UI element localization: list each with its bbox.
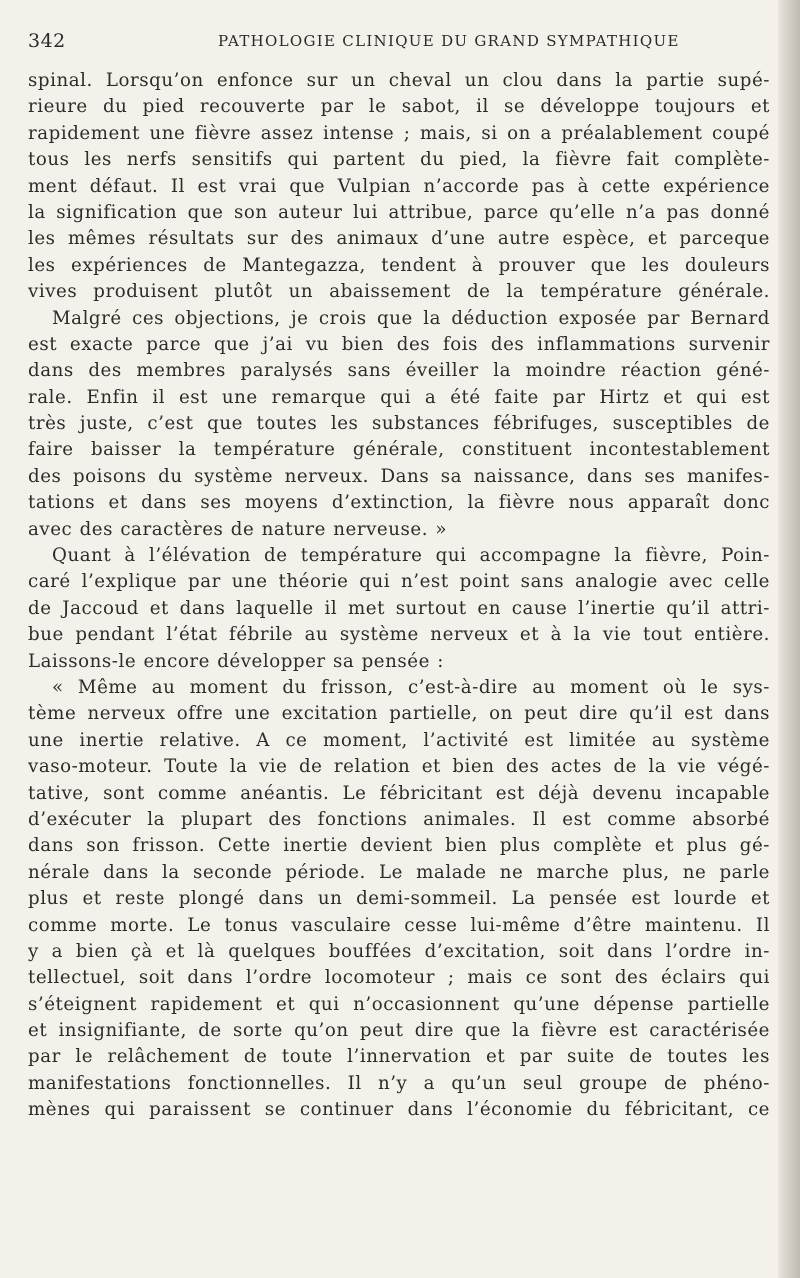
text-line: Malgré ces objections, je crois que la déduction exposée par Bernard	[52, 307, 770, 329]
text-line: spinal. Lorsqu’on enfonce sur un cheval un clou dans la partie supé-	[28, 70, 770, 91]
text-line: rieure du pied recouverte par le sabot, il se développe toujours et	[28, 96, 770, 118]
text-line: mènes qui paraissent se continuer dans l’économie du fébricitant, ce	[28, 1099, 770, 1121]
text-line: une inertie relative. A ce moment, l’activité est limitée au système	[28, 729, 770, 751]
text-line: dans des membres paralysés sans éveiller la moindre réaction géné-	[28, 360, 770, 382]
text-line: bue pendant l’état fébrile au système nerveux et à la vie tout entière.	[28, 624, 770, 646]
text-line: la signification que son auteur lui attribue, parce qu’elle n’a pas donné	[28, 201, 770, 223]
text-line: très juste, c’est que toutes les substances fébrifuges, susceptibles de	[28, 413, 770, 435]
page-header	[28, 20, 768, 60]
text-line: tations et dans ses moyens d’extinction, la fièvre nous apparaît donc	[28, 492, 770, 514]
text-line: est exacte parce que j’ai vu bien des fois des inflammations survenir	[28, 333, 770, 355]
text-line: et insignifiante, de sorte qu’on peut dire que la fièvre est caractérisée	[28, 1020, 770, 1042]
text-line: tous les nerfs sensitifs qui partent du pied, la fièvre fait complète-	[28, 149, 770, 171]
text-line: des poisons du système nerveux. Dans sa naissance, dans ses manifes-	[28, 465, 770, 487]
text-line: de Jaccoud et dans laquelle il met surtout en cause l’inertie qu’il attri-	[28, 597, 770, 619]
text-line: s’éteignent rapidement et qui n’occasionnent qu’une dépense partielle	[28, 993, 770, 1015]
text-line: rapidement une fièvre assez intense ; mais, si on a préalablement coupé	[28, 122, 770, 144]
text-line: y a bien çà et là quelques bouffées d’excitation, soit dans l’ordre in-	[28, 940, 770, 962]
text-line: Quant à l’élévation de température qui accompagne la fièvre, Poin-	[52, 545, 770, 567]
text-line: faire baisser la température générale, constituent incontestablement	[28, 439, 770, 461]
text-line: tellectuel, soit dans l’ordre locomoteur ; mais ce sont des éclairs qui	[28, 967, 770, 989]
page-number: 342	[28, 30, 66, 52]
text-line: comme morte. Le tonus vasculaire cesse lui-même d’être maintenu. Il	[28, 914, 770, 936]
text-line: « Même au moment du frisson, c’est-à-dire au moment où le sys-	[52, 676, 770, 698]
running-head: PATHOLOGIE CLINIQUE DU GRAND SYMPATHIQUE	[218, 32, 680, 50]
text-line: dans son frisson. Cette inertie devient bien plus complète et plus gé-	[28, 835, 770, 857]
text-line: par le relâchement de toute l’innervation et par suite de toutes les	[28, 1046, 770, 1068]
text-line: les mêmes résultats sur des animaux d’une autre espèce, et parceque	[28, 228, 770, 250]
page-edge-shadow	[778, 0, 800, 1278]
text-line: ment défaut. Il est vrai que Vulpian n’accorde pas à cette expérience	[28, 175, 770, 197]
text-line: vives produisent plutôt un abaissement de la température générale.	[28, 281, 770, 303]
text-line: manifestations fonctionnelles. Il n’y a qu’un seul groupe de phéno-	[28, 1072, 770, 1094]
text-line: plus et reste plongé dans un demi-sommeil. La pensée est lourde et	[28, 888, 770, 910]
text-line: caré l’explique par une théorie qui n’est point sans analogie avec celle	[28, 571, 770, 593]
text-line: Laissons-le encore développer sa pensée :	[28, 650, 444, 672]
text-line: les expériences de Mantegazza, tendent à prouver que les douleurs	[28, 254, 770, 276]
text-line: tème nerveux offre une excitation partielle, on peut dire qu’il est dans	[28, 703, 770, 725]
text-line: d’exécuter la plupart des fonctions animales. Il est comme absorbé	[28, 808, 770, 830]
text-line: tative, sont comme anéantis. Le fébricitant est déjà devenu incapable	[28, 782, 770, 804]
text-line: vaso-moteur. Toute la vie de relation et bien des actes de la vie végé-	[28, 756, 770, 778]
text-line: nérale dans la seconde période. Le malade ne marche plus, ne parle	[28, 861, 770, 883]
body-text	[28, 68, 770, 1124]
text-line: rale. Enfin il est une remarque qui a été faite par Hirtz et qui est	[28, 386, 770, 408]
text-line: avec des caractères de nature nerveuse. »	[28, 518, 448, 540]
